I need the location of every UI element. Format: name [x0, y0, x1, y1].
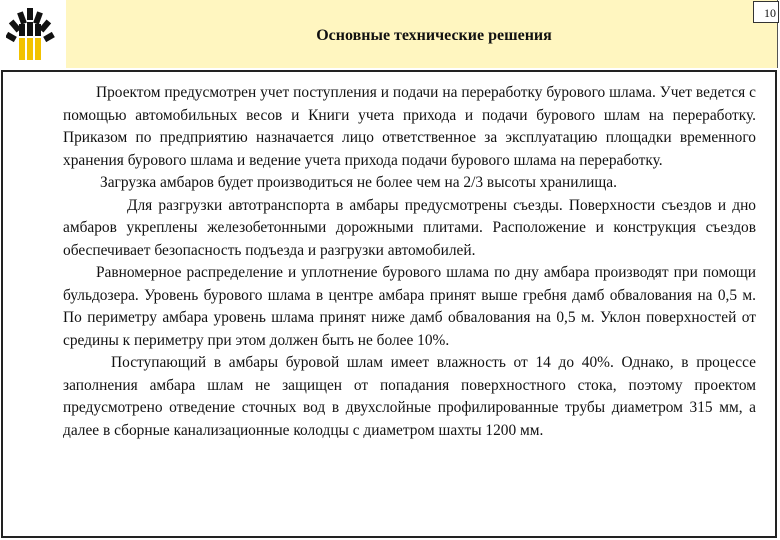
paragraph-distribution: Равномерное распределение и уплотнение бурового шлама по дну амбара производят при помощи бульдозера. Уровень бурового шлама в центре амбара принят выше гребня дамб обвалования на 0,5 м. По периметру амбара уровень шлама принят ниже дамб обвалования на 0,5 м. Уклон поверхностей от средины к периметру при этом должен быть не более 10%.	[63, 264, 756, 349]
body-text	[63, 82, 756, 442]
slide-header	[0, 0, 780, 68]
logo-icon	[6, 8, 60, 62]
paragraph-accounting: Проектом предусмотрен учет поступления и подачи на переработку бурового шлама. Учет ведется с помощью автомобильных весов и Книги учета прихода и подачи бурового шлам на переработку. Приказом по предприятию назначается лицо ответственное за эксплуатацию площадки временного хранения бурового шлама и ведение учета прихода подачи бурового шлама на переработку.	[63, 84, 756, 169]
paragraph-loading: Загрузка амбаров будет производиться не более чем на 2/3 высоты хранилища.	[100, 174, 617, 191]
paragraph-moisture: Поступающий в амбары буровой шлам имеет влажность от 14 до 40%. Однако, в процессе заполнения амбара шлам не защищен от попадания поверхностного стока, поэтому проектом предусмотрено отведение сточных вод в двухслойные профилированные трубы диаметром 315 мм, а далее в сборные канализационные колодцы с диаметром шахты 1200 мм.	[63, 354, 756, 439]
company-logo	[0, 0, 66, 68]
page-title: Основные технические решения	[316, 27, 552, 44]
title-band	[66, 0, 778, 68]
page-number-badge: 10	[753, 1, 779, 23]
paragraph-ramps: Для разгрузки автотранспорта в амбары предусмотрены съезды. Поверхности съездов и дно амбаров укреплены железобетонными дорожными плитами. Расположение и конструкция съездов обеспечивает безопасность подъезда и разгрузки автомобилей.	[63, 196, 756, 259]
